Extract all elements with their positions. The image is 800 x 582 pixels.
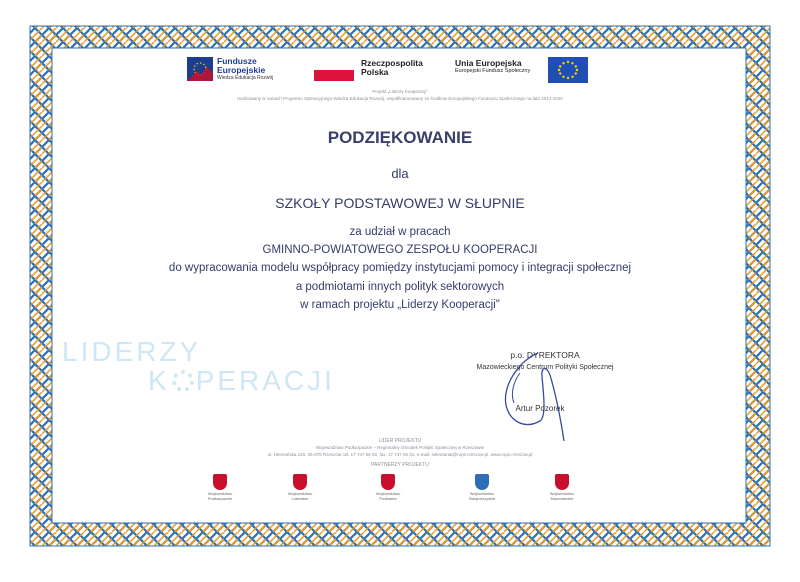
certificate-line1: za udział w pracach xyxy=(349,226,451,238)
coat-of-arms-icon xyxy=(213,474,227,490)
signature-role: p.o. DYREKTORA xyxy=(510,350,580,360)
fe-line2: Europejskie xyxy=(217,64,266,75)
partner-logo xyxy=(452,474,512,501)
ue-line2: Europejski Fundusz Społeczny xyxy=(455,67,531,74)
watermark-k: K xyxy=(148,365,170,396)
logo-fundusze-europejskie xyxy=(187,55,297,85)
certificate-line5: w ramach projektu „Liderzy Kooperacji" xyxy=(300,299,500,311)
certificate-recipient: SZKOŁY PODSTAWOWEJ W SŁUPNIE xyxy=(275,195,525,211)
signature-name: Artur Pozorek xyxy=(515,404,565,413)
gear-icon xyxy=(172,370,194,392)
eu-flag-icon xyxy=(548,57,588,83)
partner-caption: Województwo Podlaskie xyxy=(375,491,401,501)
coat-of-arms-icon xyxy=(293,474,307,490)
partner-caption: Województwo Podkarpackie xyxy=(207,491,233,501)
certificate-line2: GMINNO-POWIATOWEGO ZESPOŁU KOOPERACJI xyxy=(262,244,538,256)
leader-name: Województwo Podkarpackie – Regionalny Ośrodek Polityki Społecznej w Rzeszowie xyxy=(315,445,485,450)
logo-unia-europejska xyxy=(455,57,595,83)
fe-line1: Fundusze xyxy=(217,56,257,66)
partner-logo xyxy=(190,474,250,501)
certificate-dla: dla xyxy=(391,166,409,181)
ue-line1: Unia Europejska xyxy=(455,58,522,68)
certificate-title: PODZIĘKOWANIE xyxy=(327,128,473,147)
partners-label: PARTNERZY PROJEKTU xyxy=(371,462,429,468)
certificate-line3: do wypracowania modelu współpracy pomiędzy instytucjami pomocy i integracji społecznej xyxy=(168,262,632,274)
fe-line3: Wiedza Edukacja Rozwój xyxy=(217,74,274,81)
leader-label: LIDER PROJEKTU xyxy=(378,438,422,444)
partner-logo xyxy=(270,474,330,501)
coat-of-arms-icon xyxy=(475,474,489,490)
coat-of-arms-icon xyxy=(555,474,569,490)
partner-caption: Województwo Świętokrzyskie xyxy=(468,491,496,501)
watermark-kooperacji xyxy=(148,365,335,397)
partner-logo xyxy=(532,474,592,501)
watermark-peracji: PERACJI xyxy=(195,365,335,396)
signature-institution: Mazowieckiego Centrum Polityki Społecznej xyxy=(476,364,614,371)
funding-line: realizowany w ramach Programu Operacyjnego Wiedza Edukacja Rozwój, współfinansowany ze środków Europejskiego Funduszu Społecznego na lata 2014-2020 xyxy=(237,96,563,101)
certificate-line4: a podmiotami innych polityk sektorowych xyxy=(295,281,505,293)
logo-rzeczpospolita-polska xyxy=(314,58,444,84)
partner-caption: Województwo Mazowieckie xyxy=(549,491,575,501)
watermark-liderzy: LIDERZY xyxy=(62,336,202,367)
partner-logo xyxy=(358,474,418,501)
project-line: Projekt „Liderzy Kooperacji" xyxy=(372,89,428,94)
coat-of-arms-icon xyxy=(381,474,395,490)
rp-line2: Polska xyxy=(361,66,389,77)
fe-flag-icon xyxy=(187,57,213,81)
partner-caption: Województwo Lubelskie xyxy=(287,491,313,501)
leader-address: ul. Hetmańska 120, 35-078 Rzeszów, tel. 17 747 06 00, fax. 17 747 06 01, e-mail: sekretariat@rops.rzeszow.pl, www.rops.rzeszow.pl xyxy=(267,452,533,457)
pl-flag-icon xyxy=(314,59,354,81)
rp-line1: Rzeczpospolita xyxy=(361,58,423,68)
